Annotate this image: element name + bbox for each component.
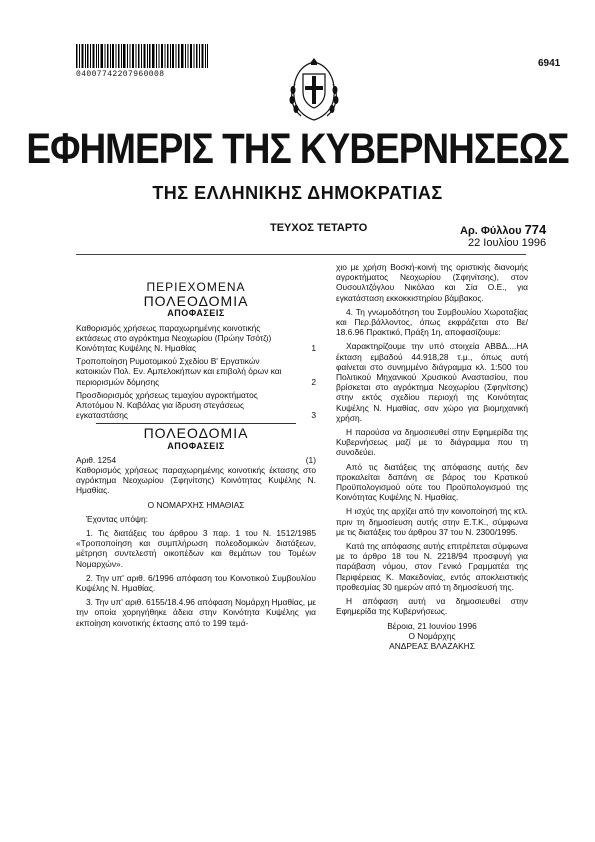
barcode <box>76 44 208 68</box>
paragraph-4: 4. Τη γνωμοδότηση του Συμβουλίου Χωροταξίας και Περ.βάλλοντος, όπως εκφράζεται στο Βε/ 18.6.96 Πρακτικό, Πράξη 1η, αποφασίζουμε: <box>336 306 528 338</box>
final-clause: Η απόφαση αυτή να δημοσιευθεί στην Εφημερίδα της Κυβερνήσεως. <box>336 596 528 617</box>
right-column <box>336 262 528 651</box>
toc-item-text: Προσδιορισμός χρήσεως τεμαχίου αγροκτήματος Αποτόμου Ν. Καβάλας για ίδρυση στεγάσεως εγκαταστάσης <box>76 389 258 421</box>
contents-subsection-title: ΑΠΟΦΑΣΕΙΣ <box>167 308 225 319</box>
validity-clause: Η ισχύς της αρχίζει από την κοινοποίησή της κτλ. πριν τη δημοσίευση αυτής στην Ε.Τ.Κ., σύμφωνα με τις διατάξεις του άρθρου 37 του Ν. 2300/1995. <box>336 506 528 537</box>
page-number: 6941 <box>538 58 561 69</box>
budget-clause: Από τις διατάξεις της απόφασης αυτής δεν προκαλείται δαπάνη σε βάρος του Κρατικού Προϋπολογισμού ούτε του Προϋπολογισμού της Κοινότητας Κυψέλης Ν. Ημαθίας. <box>336 461 528 503</box>
sheet-number: 774 <box>524 222 547 237</box>
decision-number-row <box>76 455 316 465</box>
barcode-number: 04007742207960008 <box>76 70 165 79</box>
issue-date: 22 Ιουλίου 1996 <box>468 237 547 249</box>
issuing-authority: Ο ΝΟΜΑΡΧΗΣ ΗΜΑΘΙΑΣ <box>147 499 245 510</box>
publication-clause: Η παρούσα να δημοσιευθεί στην Εφημερίδα της Κυβερνήσεως μαζί με το διάγραμμα που τη συνοδεύει. <box>336 427 528 458</box>
sheet-label-text: Αρ. Φύλλου <box>460 225 522 237</box>
coat-of-arms-emblem <box>283 54 345 124</box>
issue-label: ΤΕΥΧΟΣ ΤΕΤΑΡΤΟ <box>270 222 368 234</box>
toc-item-text: Καθορισμός χρήσεως παραχωρημένης κοινοτικής εκτάσεως στο αγρόκτημα Νεοχωρίου (Πρώην Τσότζι) Κοινότητας Κυψέλης Ν. Ημαθίας <box>76 322 272 354</box>
signatory-title: Ο Νομάρχης <box>408 630 456 641</box>
decision-title: Καθορισμός χρήσεως παραχωρημένης κοινοτικής έκτασης στο αγρόκτημα Νεοχωρίου (Σφηνίτσης) Κοινότητας Κυψέλης Ν. Ημαθίας. <box>76 465 316 496</box>
toc-item[interactable] <box>76 356 316 387</box>
signatory-name: ΑΝΔΡΕΑΣ ΒΛΑΖΑΚΗΣ <box>389 640 475 651</box>
decision-text: Χαρακτηρίζουμε την υπό στοιχεία ΑΒΒΔ....ΗΑ έκταση εμβαδού 44.918,28 τ.μ., όπως αυτή φαίνεται στο συνημμένο διάγραμμα κλ. 1:500 του Πολιτικού Μηχανικού Χρυσικού Αναστασίου, που βρίσκεται στο αγρόκτημα Νεοχωρίου (Σφηνίτσης) στην εκτός σχεδίου περιοχή της Κοινότητας Κυψέλης Ν. Ημαθίας, σαν χώρο για βιομηχανική χρήση. <box>336 341 528 423</box>
contents-section-title: ΠΟΛΕΟΔΟΜΙΑ <box>143 293 249 310</box>
paragraph-2: 2. Την υπ' αριθ. 6/1996 απόφαση του Κοινοτικού Συμβουλίου Κυψέλης Ν. Ημαθίας. <box>76 572 316 594</box>
footnote-ref: (1) <box>305 454 316 465</box>
contents-heading: ΠΕΡΙΕΧΟΜΕΝΑ <box>146 280 246 294</box>
toc-item-page: 1 <box>311 343 316 354</box>
place-date: Βέροια, 21 Ιουνίου 1996 <box>387 620 477 631</box>
toc-item-text: Τροποποίηση Ρυμοτομικού Σχεδίου Β' Εργατικών κατοικιών Πολ. Εν. Αμπελοκήπων και επιβολή όρων και περιορισμών δόμησης <box>76 356 282 387</box>
toc-item[interactable] <box>76 390 316 421</box>
toc-item-page: 3 <box>311 410 316 421</box>
toc-item[interactable] <box>76 323 316 354</box>
toc-item-page: 2 <box>311 376 316 387</box>
sheet-number-label <box>460 222 546 237</box>
paragraph-3: 3. Την υπ' αριθ. 6155/18.4.96 απόφαση Νομάρχη Ημαθίας, με την οποία χορηγήθηκε άδεια στην Κοινότητα Κυψέλης για εκποίηση κοινοτικής έκτασης από το 199 τεμά- <box>76 597 316 628</box>
considering-label: Έχοντας υπόψη: <box>86 513 148 524</box>
decision-number: Αριθ. 1254 <box>76 454 117 465</box>
header-divider <box>76 254 526 255</box>
gazette-title: ΕΦΗΜΕΡΙΣ ΤΗΣ ΚΥΒΕΡΝΗΣΕΩΣ <box>26 124 569 172</box>
gazette-subtitle: ΤΗΣ ΕΛΛΗΝΙΚΗΣ ΔΗΜΟΚΡΑΤΙΑΣ <box>152 183 443 203</box>
left-column <box>76 282 316 632</box>
body-section-title: ΠΟΛΕΟΔΟΜΙΑ <box>143 425 249 442</box>
body-subsection-title: ΑΠΟΦΑΣΕΙΣ <box>167 440 225 451</box>
section-divider <box>96 423 296 424</box>
paragraph-1: 1. Τις διατάξεις του άρθρου 3 παρ. 1 του Ν. 1512/1985 «Τροποποίηση και συμπλήρωση πολεοδομικών διατάξεων, μέτρηση συντελεστή οικοπέδων και θεμάτων του Τομέων Νομαρχών». <box>76 528 316 569</box>
paragraph-3-continued: χιο με χρήση Βοσκή-κοινή της οριστικής διανομής αγροκτήματος Νεοχωρίου (Σφηνίτσης), στον Ουσουλτζόγλου Νικόλαο και Σία Ο.Ε., για εγκατάσταση εκκοκκιστηρίου βάμβακος. <box>336 262 528 303</box>
appeal-clause: Κατά της απόφασης αυτής επιτρέπεται σύμφωνα με το άρθρο 18 του Ν. 2218/94 προσφυγή για παράβαση νόμου, στον Γενικό Γραμματέα της Περιφέρειας Κ. Μακεδονίας, εντός αποκλειστικής προθεσμίας 30 ημερών από τη δημοσίευσή της. <box>336 541 528 592</box>
